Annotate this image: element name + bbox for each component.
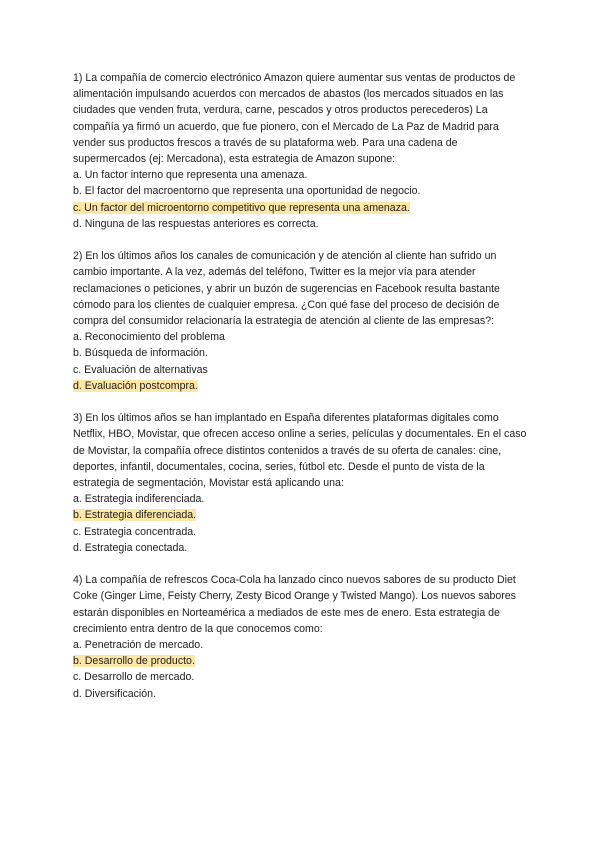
- option-text: c. Desarrollo de mercado.: [73, 671, 195, 684]
- option-text: b. Búsqueda de información.: [73, 347, 208, 360]
- option-text: d. Ninguna de las respuestas anteriores es correcta.: [73, 217, 319, 230]
- option-c: [73, 669, 533, 685]
- quiz-content: [73, 70, 533, 718]
- option-text: b. El factor del macroentorno que representa una oportunidad de negocio.: [73, 185, 421, 198]
- option-d-highlighted: [73, 378, 533, 394]
- question-stem: 4) La compañía de refrescos Coca-Cola ha lanzado cinco nuevos sabores de su producto Diet Coke (Ginger Lime, Feisty Cherry, Zesty Bicod Orange y Twisted Mango). Los nuevos sabores estarán disponibles en Norteamérica a mediados de este mes de enero. Esta estrategia de crecimiento entra dentro de la que conocemos como:: [73, 574, 516, 635]
- option-a: [73, 329, 533, 345]
- option-b: [73, 183, 533, 199]
- option-a: [73, 637, 533, 653]
- question-stem: 1) La compañía de comercio electrónico Amazon quiere aumentar sus ventas de productos de alimentación impulsando acuerdos con mercados de abastos (los mercados situados en las ciudades que venden fruta, verdura, carne, pescados y otros productos perecederos) La compañía ya firmó un acuerdo, que fue pionero, con el Mercado de La Paz de Madrid para vender sus productos frescos a través de su plataforma web. Para una cadena de supermercados (ej: Mercadona), esta estrategia de Amazon supone:: [73, 72, 516, 166]
- option-c-highlighted: [73, 200, 533, 216]
- question-stem: 3) En los últimos años se han implantado en España diferentes plataformas digitales como Netflix, HBO, Movistar, que ofrecen acceso online a series, películas y documentales. En el caso de Movistar, la compañía ofrece distintos contenidos a través de su oferta de canales: cine, deportes, infantil, documentales, cocina, series, fútbol etc. Desde el punto de vista de la estrategia de segmentación, Movistar está aplicando una:: [73, 412, 527, 490]
- option-d: [73, 216, 533, 232]
- option-text: a. Estrategia indiferenciada.: [73, 493, 205, 506]
- option-text: c. Evaluación de alternativas: [73, 363, 208, 376]
- question-4: [73, 572, 533, 702]
- option-text: a. Un factor interno que representa una amenaza.: [73, 169, 308, 182]
- question-stem: 2) En los últimos años los canales de comunicación y de atención al cliente han sufrido un cambio importante. A la vez, además del teléfono, Twitter es la mejor vía para atender reclamaciones o peticiones, y abrir un buzón de sugerencias en Facebook resulta bastante cómodo para los clientes de cualquier empresa. ¿Con qué fase del proceso de decisión de compra del consumidor relacionaría la estrategia de atención al cliente de las empresas?:: [73, 250, 500, 328]
- option-text: d. Diversificación.: [73, 687, 157, 700]
- highlighted-answer: d. Evaluación postcompra.: [73, 379, 198, 392]
- highlighted-answer: b. Desarrollo de producto.: [73, 655, 195, 668]
- option-c: [73, 524, 533, 540]
- option-b-highlighted: [73, 507, 533, 523]
- option-a: [73, 491, 533, 507]
- highlighted-answer: b. Estrategia diferenciada.: [73, 509, 197, 522]
- highlighted-answer: c. Un factor del microentorno competitivo que representa una amenaza.: [73, 201, 410, 214]
- option-c: [73, 362, 533, 378]
- question-1: [73, 70, 533, 232]
- option-text: d. Estrategia conectada.: [73, 541, 188, 554]
- option-a: [73, 167, 533, 183]
- option-text: c. Estrategia concentrada.: [73, 525, 197, 538]
- option-text: a. Penetración de mercado.: [73, 639, 204, 652]
- option-b-highlighted: [73, 653, 533, 669]
- option-d: [73, 540, 533, 556]
- option-b: [73, 345, 533, 361]
- question-3: [73, 410, 533, 556]
- option-text: a. Reconocimiento del problema: [73, 331, 225, 344]
- option-d: [73, 686, 533, 702]
- question-2: [73, 248, 533, 394]
